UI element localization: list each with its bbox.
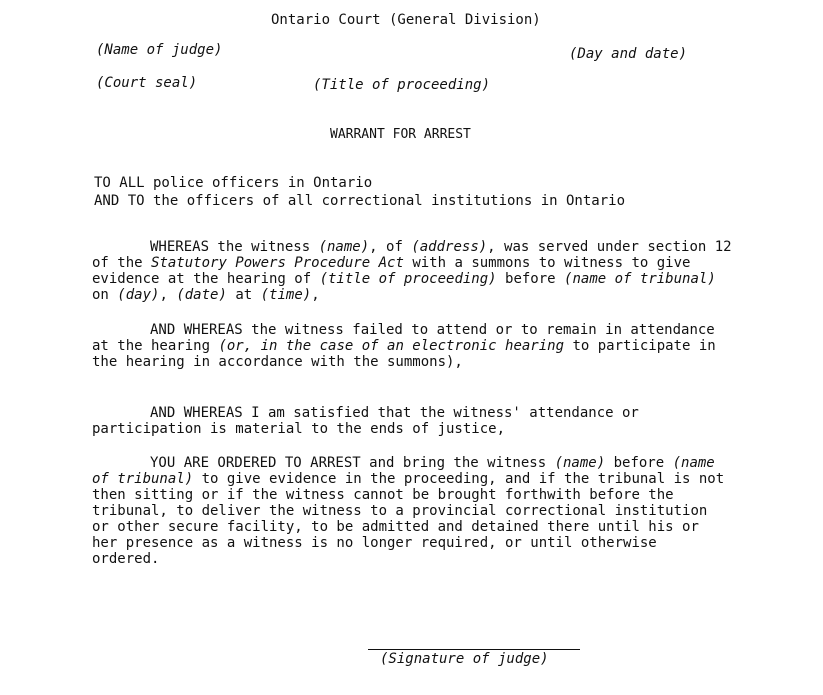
paragraph-whereas-served: WHEREAS the witness (name), of (address), was served under section 12 of the Statutory Powers Procedure Act with a summons to witness to give evidence at the hearing of (title of proceeding) before (name of tribunal) on (day), (date) at (time), xyxy=(92,239,732,303)
paragraph-whereas-satisfied: AND WHEREAS I am satisfied that the witness' attendance or participation is material to the ends of justice, xyxy=(92,405,639,437)
court-seal-placeholder: (Court seal) xyxy=(96,75,198,91)
signature-label: (Signature of judge) xyxy=(380,651,549,667)
addressee-line-2: AND TO the officers of all correctional institutions in Ontario xyxy=(94,193,626,209)
paragraph-order-to-arrest: YOU ARE ORDERED TO ARREST and bring the witness (name) before (name of tribunal) to give evidence in the proceeding, and if the tribunal is not then sitting or if the witness cannot be brought forthwith before the tribunal, to deliver the witness to a provincial correctional institution or other secure facility, to be admitted and detained there until his or her presence as a witness is no longer required, or until otherwise ordered. xyxy=(92,455,725,567)
signature-line xyxy=(368,649,580,650)
document-title: WARRANT FOR ARREST xyxy=(330,127,471,142)
court-name: Ontario Court (General Division) xyxy=(271,12,541,28)
addressee-line-1: TO ALL police officers in Ontario xyxy=(94,175,373,191)
day-date-placeholder: (Day and date) xyxy=(569,46,688,62)
paragraph-whereas-failed: AND WHEREAS the witness failed to attend or to remain in attendance at the hearing (or, in the case of an electronic hearing to participate in the hearing in accordance with the summons), xyxy=(92,322,716,370)
judge-name-placeholder: (Name of judge) xyxy=(96,42,223,58)
title-of-proceeding-placeholder: (Title of proceeding) xyxy=(313,77,491,93)
